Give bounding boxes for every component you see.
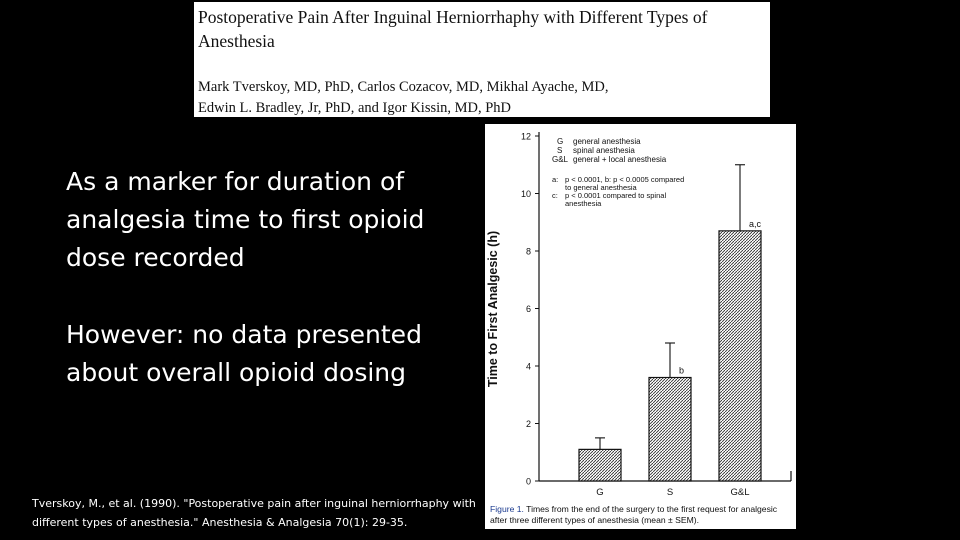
note-text: to general anesthesia <box>565 183 637 192</box>
note-key: a: <box>552 175 559 184</box>
category-label: G&L <box>730 487 750 498</box>
legend-key: S <box>557 146 563 155</box>
bar-chart <box>485 124 796 502</box>
legend-text: general + local anesthesia <box>573 155 667 164</box>
note-text: p < 0.0001 compared to spinal <box>565 191 667 200</box>
authors-line-1: Mark Tverskoy, MD, PhD, Carlos Cozacov, MD, Mikhal Ayache, MD, <box>198 79 609 95</box>
y-tick-label: 4 <box>525 361 531 372</box>
figure-panel <box>485 124 796 529</box>
paper-title: Postoperative Pain After Inguinal Herniorrhaphy with Different Types of Anesthesia <box>198 7 708 51</box>
y-tick-label: 2 <box>525 419 531 429</box>
bar-S <box>649 378 691 482</box>
figure-caption-text: Times from the end of the surgery to the first request for analgesic after three different types of anesthesia (mean ± SEM). <box>490 504 778 525</box>
bar-significance-label: b <box>679 365 685 376</box>
category-label: S <box>666 487 674 498</box>
bar-significance-label: a,c <box>749 218 762 229</box>
figure-caption-label: Figure 1. <box>490 504 524 514</box>
authors-line-2: Edwin L. Bradley, Jr, PhD, and Igor Kissin, MD, PhD <box>198 100 512 116</box>
bar-G <box>579 449 621 481</box>
legend-key: G <box>557 137 564 146</box>
legend-key: G&L <box>552 155 569 164</box>
note-key: c: <box>552 191 558 200</box>
figure-caption <box>490 504 794 526</box>
bullet-analgesia-marker: As a marker for duration of analgesia time to first opioid dose recorded <box>66 167 425 272</box>
citation: Tverskoy, M., et al. (1990). "Postoperative pain after inguinal herniorrhaphy with different types of anesthesia." Anesthesia & Analgesia 70(1): 29-35. <box>32 497 476 529</box>
category-label: G <box>596 487 604 498</box>
legend-text: general anesthesia <box>573 137 641 146</box>
note-text: anesthesia <box>565 199 602 208</box>
paper-authors <box>198 77 768 119</box>
y-axis-label: Time to First Analgesic (h) <box>486 230 500 388</box>
bar-G&L <box>719 231 761 481</box>
note-text: p < 0.0001, b: p < 0.0005 compared <box>565 175 685 184</box>
y-tick-label: 0 <box>525 476 531 487</box>
paper-header <box>194 2 770 117</box>
y-tick-label: 8 <box>525 246 531 257</box>
bullet-opioid-dosing: However: no data presented about overall opioid dosing <box>66 320 422 387</box>
y-tick-label: 10 <box>520 189 531 199</box>
legend-text: spinal anesthesia <box>573 146 635 155</box>
y-tick-label: 12 <box>520 131 531 142</box>
y-tick-label: 6 <box>525 304 531 314</box>
